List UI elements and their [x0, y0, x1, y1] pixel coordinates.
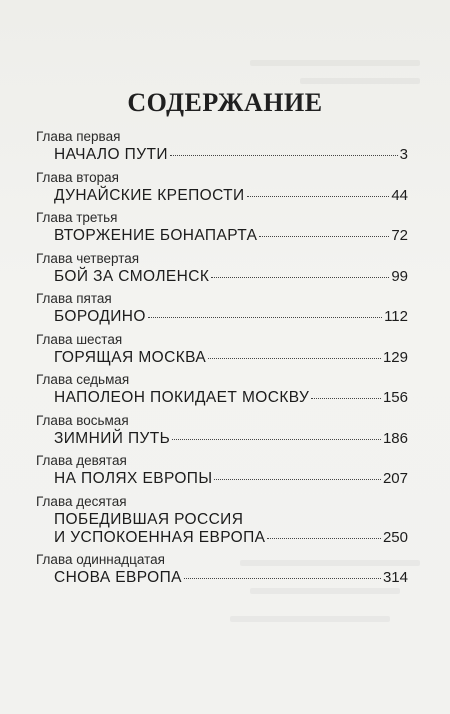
toc-entry[interactable]	[36, 372, 408, 413]
chapter-title: ВТОРЖЕНИЕ БОНАПАРТА	[54, 227, 258, 244]
toc-entry[interactable]	[36, 453, 408, 494]
page-number: 72	[391, 227, 408, 244]
chapter-title: ПОБЕДИВШАЯ РОССИЯ	[54, 510, 244, 528]
chapter-label: Глава одиннадцатая	[36, 551, 165, 567]
chapter-title: СНОВА ЕВРОПА	[54, 568, 182, 586]
chapter-title: ГОРЯЩАЯ МОСКВА	[54, 348, 207, 366]
page-number: 156	[382, 389, 408, 406]
chapter-label: Глава девятая	[36, 453, 127, 468]
bleed-through-mark	[230, 616, 390, 622]
page-number: 250	[382, 528, 408, 546]
chapter-title: НАЧАЛО ПУТИ	[54, 146, 168, 163]
chapter-label: Глава седьмая	[36, 372, 130, 387]
chapter-title: И УСПОКОЕННАЯ ЕВРОПА	[54, 528, 266, 546]
page-number: 186	[382, 429, 408, 447]
dot-leader	[247, 196, 390, 197]
dot-leader	[172, 439, 381, 440]
toc-entry[interactable]	[36, 210, 408, 251]
table-of-contents	[36, 129, 408, 592]
chapter-title: БОЙ ЗА СМОЛЕНСК	[54, 267, 210, 285]
chapter-title: НАПОЛЕОН ПОКИДАЕТ МОСКВУ	[54, 389, 310, 406]
page-number: 99	[391, 267, 408, 285]
contents-title: СОДЕРЖАНИЕ	[127, 88, 323, 117]
page-number: 112	[384, 308, 408, 325]
chapter-label: Глава четвертая	[36, 250, 140, 266]
toc-entry[interactable]	[36, 494, 408, 552]
toc-entry[interactable]	[36, 413, 408, 454]
dot-leader	[259, 236, 389, 237]
dot-leader	[208, 358, 381, 359]
dot-leader	[211, 277, 389, 278]
toc-entry[interactable]	[36, 332, 408, 373]
chapter-label: Глава пятая	[36, 291, 112, 306]
chapter-label: Глава шестая	[36, 331, 123, 347]
page-number: 44	[391, 186, 408, 204]
bleed-through-mark	[250, 60, 420, 66]
page-number: 314	[382, 568, 408, 586]
dot-leader	[148, 317, 382, 318]
toc-entry[interactable]	[36, 291, 408, 332]
chapter-label: Глава первая	[36, 129, 121, 144]
chapter-title: ЗИМНИЙ ПУТЬ	[54, 429, 171, 447]
bleed-through-mark	[300, 78, 420, 84]
dot-leader	[214, 479, 381, 480]
page-number: 3	[399, 146, 408, 163]
dot-leader	[311, 398, 381, 399]
page-number: 129	[382, 348, 408, 366]
chapter-title: НА ПОЛЯХ ЕВРОПЫ	[54, 470, 213, 487]
dot-leader	[170, 155, 398, 156]
chapter-title: ДУНАЙСКИЕ КРЕПОСТИ	[54, 186, 245, 204]
chapter-label: Глава третья	[36, 210, 118, 225]
chapter-label: Глава десятая	[36, 493, 127, 509]
page-number: 207	[382, 470, 408, 487]
toc-entry[interactable]	[36, 251, 408, 292]
chapter-label: Глава восьмая	[36, 412, 129, 428]
chapter-label: Глава вторая	[36, 169, 119, 185]
toc-entry[interactable]	[36, 552, 408, 593]
toc-entry[interactable]	[36, 170, 408, 211]
dot-leader	[267, 538, 381, 539]
dot-leader	[184, 578, 381, 579]
chapter-title: БОРОДИНО	[54, 308, 146, 325]
toc-entry[interactable]	[36, 129, 408, 170]
